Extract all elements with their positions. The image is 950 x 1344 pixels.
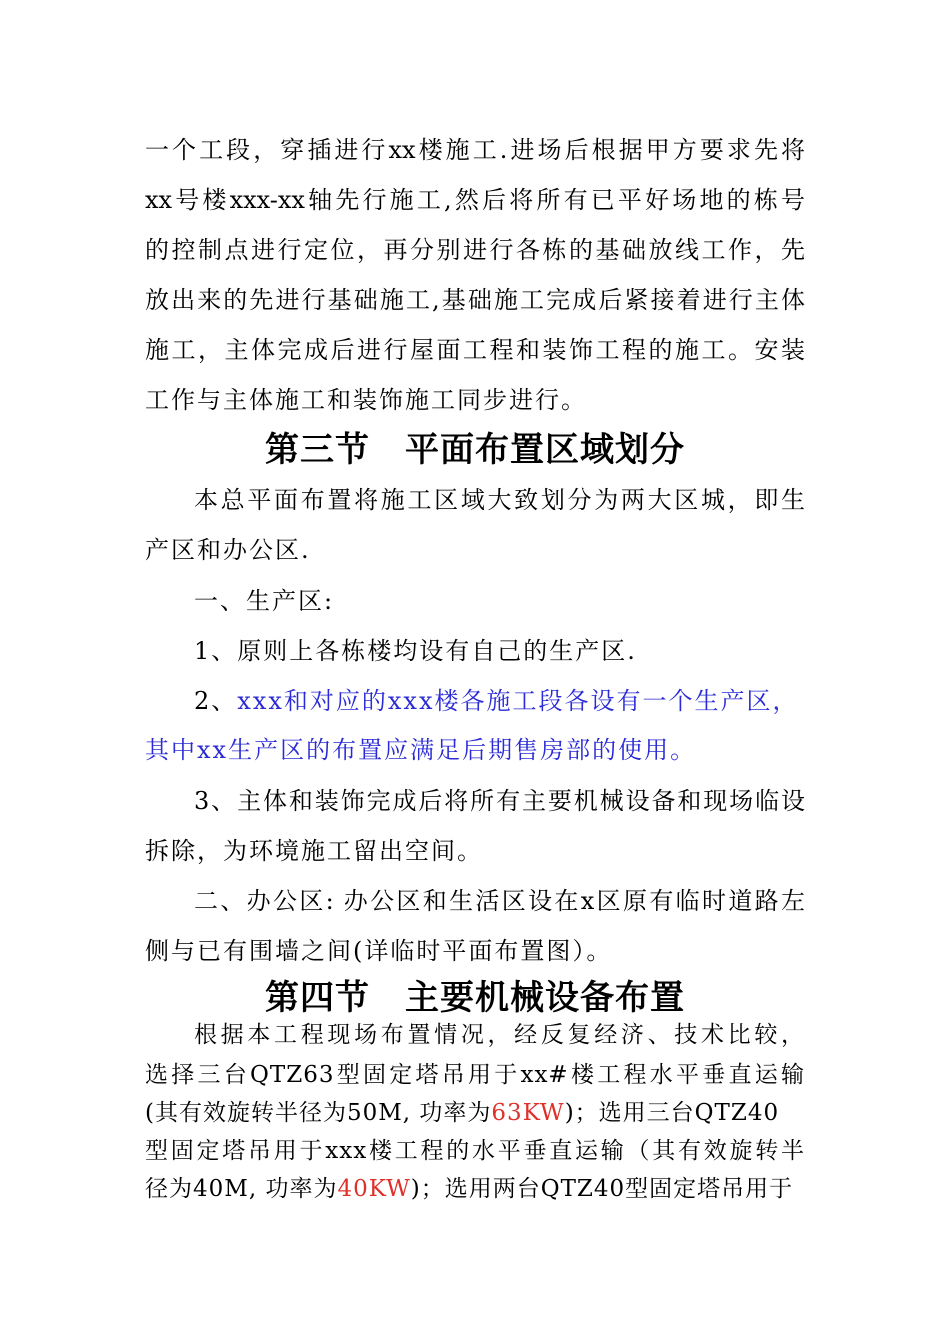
paragraph-line: xx号楼xxx-xx轴先行施工,然后将所有已平好场地的栋号: [145, 186, 805, 214]
paragraph-line: 一个工段，穿插进行xx楼施工.进场后根据甲方要求先将: [145, 136, 805, 164]
subsection-heading: 一、生产区:: [194, 587, 335, 615]
paragraph-line: 放出来的先进行基础施工,基础施工完成后紧接着进行主体: [145, 286, 805, 314]
section-3-intro: 产区和办公区.: [145, 536, 311, 564]
power-value-highlight: 63KW: [491, 1100, 565, 1126]
list-item-number: 2、: [194, 687, 238, 715]
subsection-heading: 二、办公区: 办公区和生活区设在x区原有临时道路左: [194, 887, 805, 915]
list-item: 3、主体和装饰完成后将所有主要机械设备和现场临设: [194, 787, 805, 815]
paragraph-line: 型固定塔吊用于xxx楼工程的水平垂直运输（其有效旋转半: [145, 1138, 805, 1164]
highlighted-text: 其中xx生产区的布置应满足后期售房部的使用。: [145, 736, 697, 764]
paragraph-line: [145, 1098, 805, 1128]
section-heading-3: 第三节 平面布置区域划分: [265, 430, 685, 470]
paragraph-line: 的控制点进行定位，再分别进行各栋的基础放线工作，先: [145, 236, 805, 264]
paragraph-line: 选择三台QTZ63型固定塔吊用于xx#楼工程水平垂直运输: [145, 1062, 805, 1088]
text-run: )；选用两台QTZ40型固定塔吊用于: [410, 1176, 794, 1202]
text-run: )；选用三台QTZ40: [564, 1100, 780, 1126]
paragraph-line: 施工，主体完成后进行屋面工程和装饰工程的施工。安装: [145, 336, 805, 364]
text-run: 径为40M, 功率为: [145, 1176, 338, 1202]
paragraph-line: 工作与主体施工和装饰施工同步进行。: [145, 386, 587, 414]
list-item: 1、原则上各栋楼均设有自己的生产区.: [194, 637, 637, 665]
paragraph-line: 侧与已有围墙之间(详临时平面布置图）。: [145, 937, 613, 965]
list-item: [194, 686, 805, 716]
list-item: 拆除，为环境施工留出空间。: [145, 837, 483, 865]
section-3-intro: 本总平面布置将施工区域大致划分为两大区城，即生: [194, 486, 805, 514]
section-heading-4: 第四节 主要机械设备布置: [265, 978, 685, 1018]
power-value-highlight: 40KW: [337, 1176, 411, 1202]
paragraph-line: 根据本工程现场布置情况，经反复经济、技术比较，: [194, 1022, 805, 1048]
paragraph-line: [145, 1174, 805, 1204]
text-run: (其有效旋转半径为50M, 功率为: [145, 1100, 492, 1126]
highlighted-text: xxx和对应的xxx楼各施工段各设有一个生产区，: [237, 687, 799, 715]
